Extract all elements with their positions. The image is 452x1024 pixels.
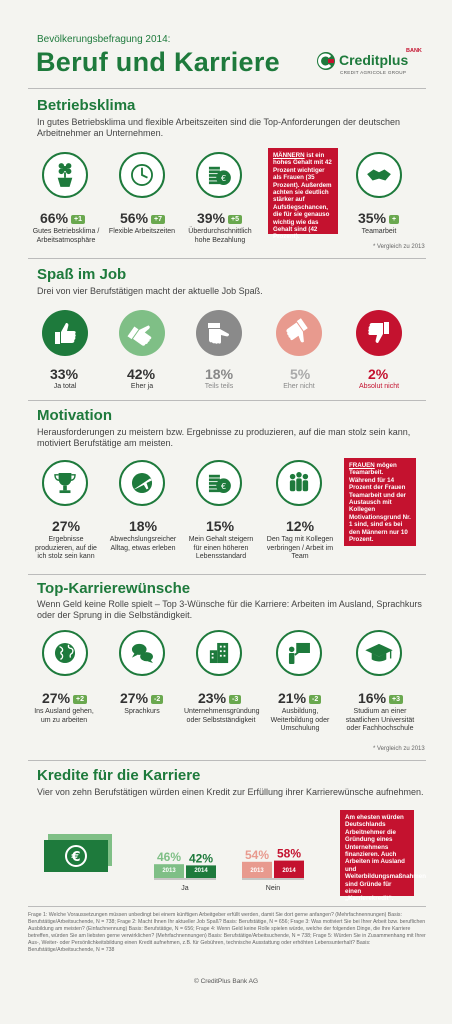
- change-badge: +3: [389, 695, 403, 704]
- logo-name: Creditplus: [339, 52, 409, 68]
- stat-value: 42%: [127, 366, 156, 382]
- stat-label: Mein Gehalt steigern für einen höheren Lebensstandard: [188, 536, 254, 560]
- change-badge: +5: [228, 215, 242, 224]
- section-subtitle: In gutes Betriebsklima und flexible Arbeitszeiten sind die Top-Anforderungen der deutschen Arbeitnehmer an Unternehmen.: [37, 117, 401, 138]
- change-badge: +7: [151, 215, 165, 224]
- section-subtitle: Herausforderungen zu meistern bzw. Ergebnisse zu produzieren, auf die man stolz sein kann, motiviert Berufstätige am meisten.: [37, 427, 411, 448]
- stat-label: Den Tag mit Kollegen verbringen / Arbeit im Team: [266, 536, 334, 560]
- euro-coins-icon: [196, 152, 242, 198]
- stat-label: Sprachkurs: [124, 708, 160, 715]
- building-icon: [196, 630, 242, 676]
- stat-value: 5%: [290, 366, 311, 382]
- stat-label: Überdurchschnittlich hohe Bezahlung: [188, 228, 252, 244]
- stat-value: 2%: [368, 366, 389, 382]
- thumb-sideways-icon: [196, 310, 242, 356]
- stat-value: 18%: [129, 518, 158, 534]
- change-badge: -3: [229, 695, 241, 704]
- copyright: © CreditPlus Bank AG: [193, 978, 259, 985]
- stat-label: Eher ja: [130, 383, 154, 390]
- section-title: Betriebsklima: [37, 97, 136, 114]
- section-title: Top-Karrierewünsche: [37, 580, 191, 597]
- data-label: 46%: [156, 850, 182, 865]
- trophy-icon: [42, 460, 88, 506]
- stat-value: 27% +2: [42, 690, 87, 706]
- change-badge: -2: [309, 695, 321, 704]
- team-icon: [276, 460, 322, 506]
- section-subtitle: Wenn Geld keine Rolle spielt – Top 3-Wünsche für die Karriere: Arbeiten im Ausland, Sprachkurs oder der Sprung in die Selbständigkeit.: [37, 599, 422, 620]
- speech-bubbles-icon: [119, 630, 165, 676]
- graduation-cap-icon: [356, 630, 402, 676]
- change-badge: +1: [71, 215, 85, 224]
- category-label: Nein: [265, 885, 281, 892]
- stat-value: 12%: [286, 518, 315, 534]
- stat-label: Ins Ausland gehen, um zu arbeiten: [34, 708, 94, 724]
- data-label: 54%: [244, 847, 270, 862]
- section-title: Kredite für die Karriere: [37, 767, 201, 784]
- page-title: Beruf und Karriere: [36, 47, 280, 77]
- logo-badge: BANK: [406, 48, 422, 54]
- change-badge: -2: [151, 695, 163, 704]
- stat-label: Absolut nicht: [358, 383, 400, 390]
- info-box-kredit: Am ehesten würden Deutschlands Arbeitnehmer die Gründung eines Unternehmens finanzieren. Auch Arbeiten im Ausland und Weiterbildungsmaßnahmen sind Gründe für einen „Karrierekredit“.: [340, 810, 414, 896]
- money-icon: [40, 830, 120, 876]
- stat-value: 16% +3: [358, 690, 403, 706]
- euro-coins-icon: [196, 460, 242, 506]
- stat-label: Studium an einer staatlichen Universität oder Fachhochschule: [345, 708, 415, 732]
- logo: [316, 48, 426, 80]
- stat-value: 27%: [52, 518, 81, 534]
- logo-sub: CREDIT AGRICOLE GROUP: [340, 70, 407, 75]
- year-label: 2013: [250, 868, 264, 874]
- clock-icon: [119, 152, 165, 198]
- section-kredite: [37, 767, 200, 784]
- year-label: 2014: [282, 868, 296, 874]
- svg-text:€: €: [220, 172, 227, 183]
- data-label: 42%: [188, 851, 214, 866]
- category-label: Ja: [181, 885, 189, 892]
- thumbs-down-tilted-icon: [276, 310, 322, 356]
- stat-value: 15%: [206, 518, 235, 534]
- section-subtitle: Drei von vier Berufstätigen macht der aktuelle Job Spaß.: [37, 286, 263, 296]
- stat-value: 33%: [50, 366, 79, 382]
- section-subtitle: Vier von zehn Berufstätigen würden einen Kredit zur Erfüllung ihrer Karrierewünsche aufnehmen.: [37, 787, 424, 797]
- stat-label: Teamarbeit: [361, 228, 397, 235]
- section-title: Motivation: [37, 407, 112, 424]
- year-label: 2014: [194, 868, 208, 874]
- comparison-note: * Vergleich zu 2013: [373, 244, 425, 250]
- kredit-bar-chart: [150, 810, 330, 900]
- stat-value: 56% +7: [120, 210, 165, 226]
- data-label: 58%: [276, 846, 302, 861]
- flower-pot-icon: [42, 152, 88, 198]
- thumbs-up-tilted-icon: [119, 310, 165, 356]
- logo-mark-icon: [316, 51, 336, 71]
- globe-plane-icon: [119, 460, 165, 506]
- stat-label: Flexible Arbeitszeiten: [108, 228, 176, 235]
- info-box-frauen: FRAUEN mögen Teamarbeit. Während für 14 Prozent der Frauen Teamarbeit und der Austausch mit Kollegen Motivationsgrund Nr. 1 sind, sind es bei den Männern nur 10 Prozent.: [344, 458, 416, 546]
- stat-value: 27% -2: [120, 690, 163, 706]
- thumbs-up-icon: [42, 310, 88, 356]
- year-label: 2013: [162, 868, 176, 874]
- svg-text:€: €: [220, 480, 227, 491]
- svg-text:€: €: [71, 850, 81, 865]
- header-kicker: Bevölkerungsbefragung 2014:: [37, 34, 171, 45]
- footnote: Frage 1: Welche Voraussetzungen müssen unbedingt bei einem künftigen Arbeitgeber erfüllt werden, damit Sie dort gerne anfangen? (Mehrfachnennungen) Basis: Berufstätige/Arbeitsuchende, N = 738; Frage 2: Macht Ihnen Ihr aktueller Job Spaß? Basis: Berufstätige, N = 656; Frage 3: Was motiviert Sie bei Ihrer Arbeit bzw. beruflichen Ausbildung am meisten? (Einfachnennung) Basis: Berufstätige, N = 656; Frage 4: Wenn Geld keine Rolle spielen würde, welche der folgenden Dinge, die Ihre Karriere betreffen, würden Sie am liebsten gerne verwirklichen? (Mehrfachnennungen) Basis: Berufstätige/Arbeitsuchende, N = 738; Frage 5: Würden Sie in Zusammenhang mit Ihrer Aus-, Weiter- oder Persönlichkeitsbildung einen Kredit aufnehmen, z.B. für Gebühren, technische Ausstattung oder erhöhten Lebensunterhalt? Basis: Berufstätige/Arbeitsuchende, N = 738: [28, 912, 426, 953]
- stat-label: Ausbildung, Weiterbildung oder Umschulung: [270, 708, 330, 732]
- stat-label: Unternehmensgründung oder Selbstständigkeit: [184, 708, 260, 724]
- handshake-icon: [356, 152, 402, 198]
- stat-label: Eher nicht: [283, 383, 315, 390]
- stat-value: 18%: [205, 366, 234, 382]
- presenter-icon: [276, 630, 322, 676]
- section-betriebsklima: [37, 97, 135, 114]
- section-karrierewuensche: [37, 580, 190, 597]
- section-motivation: [37, 407, 112, 424]
- globe-icon: [42, 630, 88, 676]
- stat-value: 23% -3: [198, 690, 241, 706]
- stat-label: Abwechslungsreicher Alltag, etwas erleben: [109, 536, 177, 552]
- stat-label: Ja total: [53, 383, 77, 390]
- section-spass: [37, 266, 126, 283]
- stat-label: Ergebnisse produzieren, auf die ich stolz sein kann: [35, 536, 97, 560]
- stat-label: Gutes Betriebsklima / Arbeitsatmosphäre: [32, 228, 100, 244]
- stat-value: 35% +: [358, 210, 399, 226]
- change-badge: +2: [73, 695, 87, 704]
- stat-value: 66% +1: [40, 210, 85, 226]
- info-box-maenner: MÄNNERN ist ein hohes Gehalt mit 42 Prozent wichtiger als Frauen (35 Prozent). Außerdem achten sie deutlich stärker auf Aufstiegschancen, die für sie genauso wichtig wie das Gehalt sind (42 Prozent).: [268, 148, 338, 234]
- section-title: Spaß im Job: [37, 266, 127, 283]
- stat-label: Teils teils: [204, 383, 234, 390]
- comparison-note: * Vergleich zu 2013: [373, 746, 425, 752]
- change-badge: +: [389, 215, 399, 224]
- stat-value: 21% -2: [278, 690, 321, 706]
- thumbs-down-icon: [356, 310, 402, 356]
- stat-value: 39% +5: [197, 210, 242, 226]
